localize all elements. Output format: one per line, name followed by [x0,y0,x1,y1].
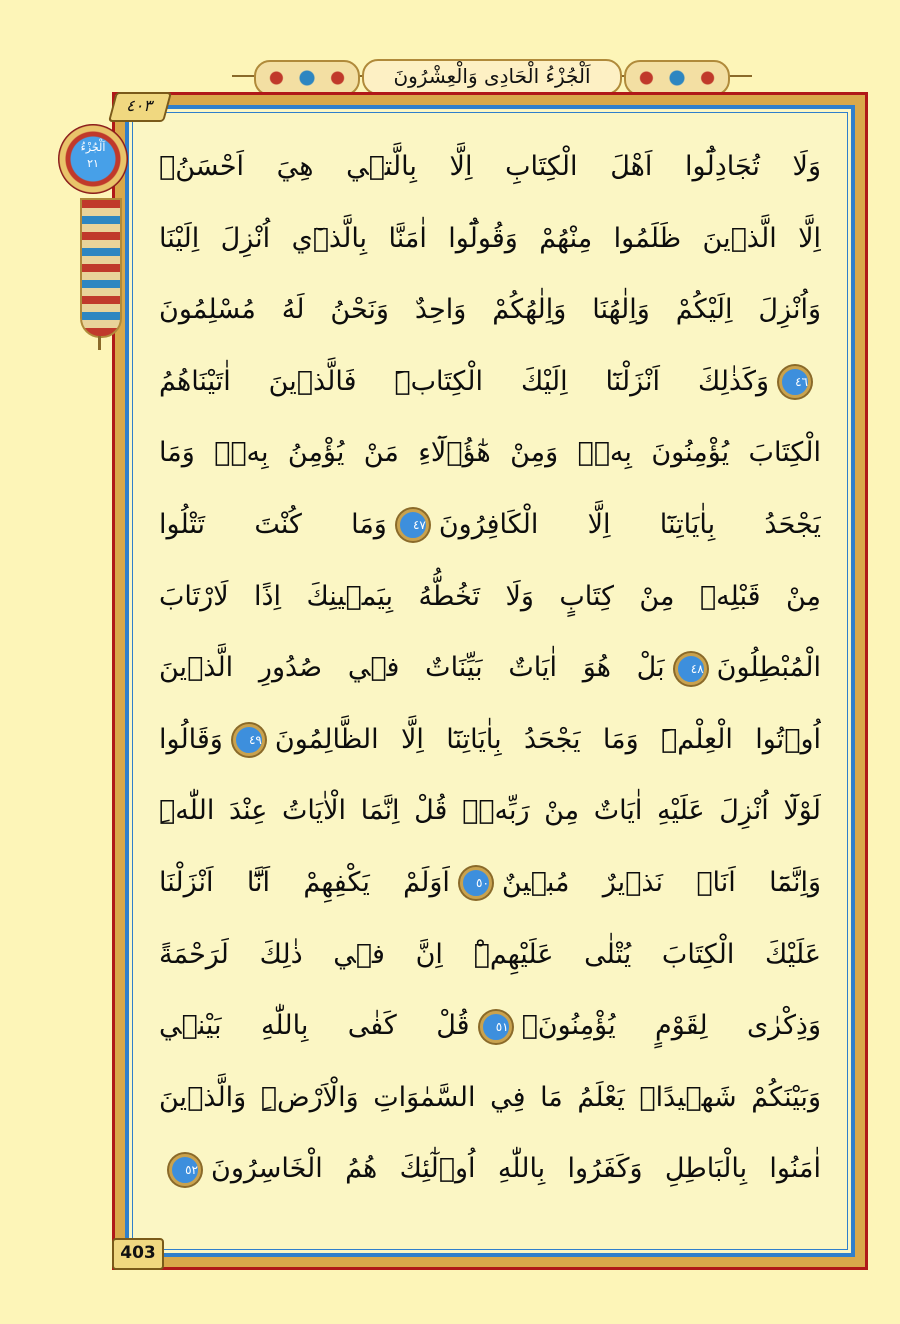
page-number: 403 [112,1238,164,1270]
ayah-marker-icon: ٤٨ [675,653,707,685]
text-line [159,203,821,275]
text-line [159,489,821,561]
verse-text: وَكَذٰلِكَ اَنْزَلْنَٓا اِلَيْكَ الْكِتَابَۜ فَالَّذ۪ينَ اٰتَيْنَاهُمُ [159,365,769,397]
juz-label: اَلْجُزْءُ [80,141,106,154]
verse-text: وَلَا تُجَادِلُٓوا اَهْلَ الْكِتَابِ اِلَّا بِالَّت۪ي هِيَ اَحْسَنُۗ [159,151,821,182]
verse-text: قُلْ كَفٰى بِاللّٰهِ بَيْن۪ي [159,1010,470,1042]
quran-text [159,131,821,1223]
side-ornament-stem [98,336,101,350]
ayah-marker-icon: ٤٩ [233,724,265,756]
text-line [159,1062,821,1134]
text-line [159,131,821,203]
ayah-marker-icon: ٥١ [480,1011,512,1043]
verse-text: يَجْحَدُ بِاٰيَاتِنَٓا اِلَّا الْكَافِرُونَ [438,508,821,540]
ayah-marker-icon: ٤٦ [779,366,811,398]
verse-text: اِلَّا الَّذ۪ينَ ظَلَمُوا مِنْهُمْ وَقُولُٓوا اٰمَنَّا بِالَّذ۪ٓي اُنْزِلَ اِلَيْنَا [159,222,821,254]
verse-text: وَقَالُوا [159,723,223,755]
verse-text: اَوَلَمْ يَكْفِهِمْ اَنَّٓا اَنْزَلْنَا [159,866,450,898]
juz-medallion-icon [58,124,128,194]
verse-text: مِنْ قَبْلِه۪ مِنْ كِتَابٍ وَلَا تَخُطُّهُ بِيَم۪ينِكَ اِذًا لَارْتَابَ [159,580,821,612]
verse-text: لَوْلَٓا اُنْزِلَ عَلَيْهِ اٰيَاتٌ مِنْ رَبِّه۪ۜ قُلْ اِنَّمَا الْاٰيَاتُ عِنْدَ اللّٰهِۜ [159,795,821,827]
juz-title: اَلْجُزْءُ الْحَادِى وَالْعِشْرُونَ [362,59,622,95]
verse-text: وَمَا كُنْتَ تَتْلُوا [159,508,387,540]
juz-number: ٢١ [87,157,99,170]
ayah-marker-icon: ٥٢ [169,1154,201,1186]
verse-text: وَذِكْرٰى لِقَوْمٍ يُؤْمِنُونَ۟ [521,1010,821,1042]
right-ornament-icon [624,60,730,96]
text-line [159,1133,821,1205]
side-ornament-icon [80,198,122,338]
text-line [159,704,821,776]
text-line [159,561,821,633]
text-line [159,990,821,1062]
verse-text: اُو۫تُوا الْعِلْمَۜ وَمَا يَجْحَدُ بِاٰيَاتِنَٓا اِلَّا الظَّالِمُونَ [274,723,821,755]
verse-text: وَاُنْزِلَ اِلَيْكُمْ وَاِلٰهُنَا وَاِلٰهُكُمْ وَاحِدٌ وَنَحْنُ لَهُ مُسْلِمُونَ [159,294,821,326]
verse-text: بَلْ هُوَ اٰيَاتٌ بَيِّنَاتٌ ف۪ي صُدُورِ الَّذ۪ينَ [159,652,665,684]
surah-header [232,58,752,94]
verse-text: الْمُبْطِلُونَ [716,652,821,684]
text-line [159,632,821,704]
verse-text: اٰمَنُوا بِالْبَاطِلِ وَكَفَرُوا بِاللّٰهِ اُو۬لٰٓئِكَ هُمُ الْخَاسِرُونَ [211,1153,821,1185]
text-frame [125,105,855,1257]
text-line [159,847,821,919]
verse-text: وَبَيْنَكُمْ شَه۪يدًاۚ يَعْلَمُ مَا فِي السَّمٰوَاتِ وَالْاَرْضِۜ وَالَّذ۪ينَ [159,1081,821,1113]
text-line [159,919,821,991]
verse-text: وَاِنَّمَٓا اَنَا۬ نَذ۪يرٌ مُب۪ينٌ [501,866,821,898]
verse-text: عَلَيْكَ الْكِتَابَ يُتْلٰى عَلَيْهِمْۜ اِنَّ ف۪ي ذٰلِكَ لَرَحْمَةً [159,938,821,970]
text-line [159,417,821,489]
ayah-marker-icon: ٤٧ [397,509,429,541]
page-number-arabic: ٤٠٣ [108,92,172,122]
text-line [159,346,821,418]
left-ornament-icon [254,60,360,96]
page-frame [112,92,868,1270]
ayah-marker-icon: ٥٠ [460,867,492,899]
verse-text: الْكِتَابَ يُؤْمِنُونَ بِه۪ۚ وَمِنْ هٰٓؤُ۬لَٓاءِ مَنْ يُؤْمِنُ بِه۪ۜ وَمَا [159,437,821,469]
text-line [159,775,821,847]
text-line [159,274,821,346]
